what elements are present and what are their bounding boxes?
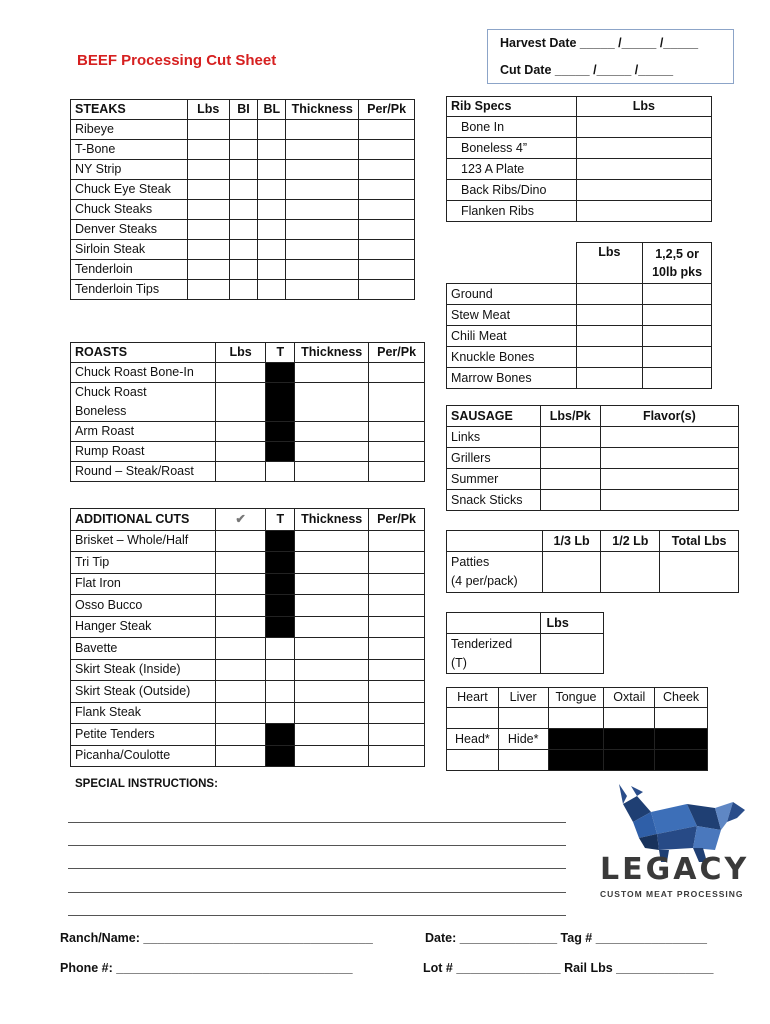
- cell[interactable]: [187, 140, 229, 160]
- cell[interactable]: [295, 595, 369, 617]
- row-label: T-Bone: [71, 140, 188, 160]
- cell[interactable]: [359, 140, 415, 160]
- cell[interactable]: [215, 422, 266, 442]
- row-label: Flanken Ribs: [447, 201, 577, 222]
- blocked-cell: [266, 724, 295, 746]
- cell[interactable]: [643, 347, 712, 368]
- row-label: [71, 383, 216, 422]
- col-half-lb: 1/2 Lb: [601, 531, 660, 552]
- cell[interactable]: [187, 280, 229, 300]
- heart-label: Heart: [447, 688, 499, 708]
- oxtail-label: Oxtail: [604, 688, 655, 708]
- cell[interactable]: [295, 442, 369, 462]
- row-label: Chuck Steaks: [71, 200, 188, 220]
- blocked-cell: [604, 729, 655, 750]
- cell[interactable]: [295, 462, 369, 482]
- cell[interactable]: [258, 240, 286, 260]
- cell[interactable]: [295, 724, 369, 746]
- col-third-lb: 1/3 Lb: [542, 531, 601, 552]
- row-label: Links: [447, 427, 541, 448]
- cell[interactable]: [229, 260, 258, 280]
- cell[interactable]: [369, 552, 425, 574]
- cell[interactable]: [286, 280, 359, 300]
- logo-name: LEGACY: [600, 852, 750, 887]
- cell[interactable]: [215, 530, 266, 552]
- cell[interactable]: [286, 140, 359, 160]
- cell[interactable]: [643, 305, 712, 326]
- tenderized-table: [446, 612, 604, 674]
- cell[interactable]: [295, 383, 369, 422]
- cut-date[interactable]: Cut Date _____ /_____ /_____: [500, 63, 674, 77]
- cell[interactable]: [369, 363, 425, 383]
- cell[interactable]: [540, 469, 600, 490]
- row-label: Picanha/Coulotte: [71, 745, 216, 767]
- cell[interactable]: [215, 462, 266, 482]
- cell[interactable]: [600, 427, 738, 448]
- col-lbs: Lbs: [215, 343, 266, 363]
- cell[interactable]: [215, 595, 266, 617]
- row-label: Grillers: [447, 448, 541, 469]
- col-pks: [643, 243, 712, 284]
- blocked-cell: [548, 729, 604, 750]
- col-lbs-pk: Lbs/Pk: [540, 406, 600, 427]
- cell[interactable]: [369, 745, 425, 767]
- cell[interactable]: [369, 573, 425, 595]
- col-thickness: Thickness: [286, 100, 359, 120]
- cell[interactable]: [286, 160, 359, 180]
- cell[interactable]: [359, 240, 415, 260]
- cell[interactable]: [369, 383, 425, 422]
- special-instructions-label: SPECIAL INSTRUCTIONS:: [75, 778, 218, 790]
- row-label: Boneless 4”: [447, 138, 577, 159]
- row-label: Flat Iron: [71, 573, 216, 595]
- blocked-cell: [266, 552, 295, 574]
- cell[interactable]: [187, 220, 229, 240]
- cell[interactable]: [295, 573, 369, 595]
- steaks-header: STEAKS: [71, 100, 188, 120]
- col-total-lbs: Total Lbs: [660, 531, 739, 552]
- cell[interactable]: [600, 469, 738, 490]
- row-label: Knuckle Bones: [447, 347, 577, 368]
- cell[interactable]: [229, 200, 258, 220]
- cell[interactable]: [295, 745, 369, 767]
- cell[interactable]: [369, 724, 425, 746]
- cell[interactable]: [258, 120, 286, 140]
- cell[interactable]: [187, 120, 229, 140]
- cell[interactable]: [187, 160, 229, 180]
- row-label: Chuck Roast Bone-In: [71, 363, 216, 383]
- row-label: Denver Steaks: [71, 220, 188, 240]
- cell[interactable]: [266, 659, 295, 681]
- row-label: Osso Bucco: [71, 595, 216, 617]
- col-lbs: Lbs: [187, 100, 229, 120]
- row-label: Skirt Steak (Outside): [71, 681, 216, 703]
- sausage-table: [446, 405, 739, 511]
- cell[interactable]: [369, 595, 425, 617]
- blank-corner: [447, 531, 543, 552]
- blocked-cell: [548, 750, 604, 771]
- steaks-table: [70, 99, 415, 300]
- row-label: Skirt Steak (Inside): [71, 659, 216, 681]
- cell[interactable]: [359, 180, 415, 200]
- row-label: 123 A Plate: [447, 159, 577, 180]
- row-label-line1: Chuck Roast: [75, 385, 147, 399]
- cell[interactable]: [447, 750, 499, 771]
- row-label: Tri Tip: [71, 552, 216, 574]
- cell[interactable]: [295, 681, 369, 703]
- col-bi: BI: [229, 100, 258, 120]
- cell[interactable]: [369, 462, 425, 482]
- row-label: Sirloin Steak: [71, 240, 188, 260]
- cell[interactable]: [258, 260, 286, 280]
- cell[interactable]: [215, 745, 266, 767]
- cell[interactable]: [295, 363, 369, 383]
- blocked-cell: [266, 530, 295, 552]
- cell[interactable]: [229, 160, 258, 180]
- col-t: T: [266, 343, 295, 363]
- cell[interactable]: [540, 448, 600, 469]
- cell[interactable]: [660, 552, 739, 593]
- cell[interactable]: [359, 160, 415, 180]
- head-label: Head*: [447, 729, 499, 750]
- cell[interactable]: [229, 180, 258, 200]
- cell[interactable]: [258, 200, 286, 220]
- row-label: Brisket – Whole/Half: [71, 530, 216, 552]
- cell[interactable]: [600, 490, 738, 511]
- col-bl: BL: [258, 100, 286, 120]
- offal-table: [446, 687, 708, 771]
- blocked-cell: [655, 729, 708, 750]
- cell[interactable]: [369, 702, 425, 724]
- logo-subtitle: CUSTOM MEAT PROCESSING: [600, 889, 744, 899]
- row-label: Petite Tenders: [71, 724, 216, 746]
- cell[interactable]: [576, 117, 711, 138]
- row-label: Chili Meat: [447, 326, 577, 347]
- blank-corner: [447, 243, 577, 284]
- cell[interactable]: [655, 708, 708, 729]
- cell[interactable]: [295, 616, 369, 638]
- liver-label: Liver: [498, 688, 548, 708]
- cell[interactable]: [258, 220, 286, 240]
- col-thickness: Thickness: [295, 343, 369, 363]
- row-label: Ribeye: [71, 120, 188, 140]
- cell[interactable]: [643, 368, 712, 389]
- patties-label: Patties: [451, 555, 490, 569]
- cell[interactable]: [295, 638, 369, 660]
- cell[interactable]: [229, 220, 258, 240]
- cell[interactable]: [266, 638, 295, 660]
- cell[interactable]: [447, 708, 499, 729]
- cell[interactable]: [266, 462, 295, 482]
- instruction-line[interactable]: [68, 868, 566, 869]
- rib-specs-table: [446, 96, 712, 222]
- date-tag-field[interactable]: Date: ______________ Tag # ________________: [425, 931, 707, 945]
- cell[interactable]: [600, 448, 738, 469]
- col-perpk: Per/Pk: [369, 509, 425, 531]
- instruction-line[interactable]: [68, 915, 566, 916]
- hide-label: Hide*: [498, 729, 548, 750]
- col-pks-line2: 10lb pks: [652, 265, 703, 279]
- cell[interactable]: [576, 305, 643, 326]
- harvest-date[interactable]: Harvest Date _____ /_____ /_____: [500, 36, 699, 50]
- patties-table: [446, 530, 739, 593]
- instruction-line[interactable]: [68, 822, 566, 823]
- cell[interactable]: [369, 616, 425, 638]
- row-label: Rump Roast: [71, 442, 216, 462]
- row-label-line2: Boneless: [75, 404, 127, 418]
- cell[interactable]: [229, 280, 258, 300]
- cell[interactable]: [258, 160, 286, 180]
- phone-field[interactable]: Phone #: __________________________________: [60, 961, 353, 975]
- cell[interactable]: [576, 138, 711, 159]
- cell[interactable]: [215, 638, 266, 660]
- cell[interactable]: [286, 240, 359, 260]
- blocked-cell: [266, 745, 295, 767]
- row-label: Tenderloin Tips: [71, 280, 188, 300]
- col-lbs: Lbs: [576, 243, 643, 284]
- blocked-cell: [266, 383, 295, 422]
- cell[interactable]: [258, 140, 286, 160]
- blocked-cell: [655, 750, 708, 771]
- blocked-cell: [266, 573, 295, 595]
- cell[interactable]: [604, 708, 655, 729]
- row-label: [447, 552, 543, 593]
- rib-header: Rib Specs: [447, 97, 577, 117]
- col-perpk: Per/Pk: [369, 343, 425, 363]
- cell[interactable]: [187, 200, 229, 220]
- additional-cuts-table: [70, 508, 425, 767]
- row-label: Tenderloin: [71, 260, 188, 280]
- cell[interactable]: [369, 442, 425, 462]
- cell[interactable]: [576, 180, 711, 201]
- sausage-header: SAUSAGE: [447, 406, 541, 427]
- cell[interactable]: [540, 634, 603, 674]
- tongue-label: Tongue: [548, 688, 604, 708]
- cell[interactable]: [215, 383, 266, 422]
- cell[interactable]: [266, 681, 295, 703]
- blank-corner: [447, 613, 541, 634]
- tenderized-sublabel: (T): [451, 655, 467, 670]
- cell[interactable]: [359, 280, 415, 300]
- cell[interactable]: [215, 552, 266, 574]
- cell[interactable]: [576, 159, 711, 180]
- cell[interactable]: [215, 363, 266, 383]
- row-label: Round – Steak/Roast: [71, 462, 216, 482]
- cell[interactable]: [548, 708, 604, 729]
- row-label: Hanger Steak: [71, 616, 216, 638]
- cell[interactable]: [498, 750, 548, 771]
- cell[interactable]: [643, 284, 712, 305]
- cell[interactable]: [215, 659, 266, 681]
- cheek-label: Cheek: [655, 688, 708, 708]
- cell[interactable]: [258, 180, 286, 200]
- row-label: Ground: [447, 284, 577, 305]
- blocked-cell: [266, 363, 295, 383]
- cell[interactable]: [258, 280, 286, 300]
- col-pks-line1: 1,2,5 or: [655, 247, 699, 261]
- cell[interactable]: [215, 442, 266, 462]
- cell[interactable]: [295, 552, 369, 574]
- row-label: NY Strip: [71, 160, 188, 180]
- instruction-line[interactable]: [68, 845, 566, 846]
- cell[interactable]: [229, 240, 258, 260]
- cell[interactable]: [286, 180, 359, 200]
- cell[interactable]: [576, 368, 643, 389]
- page-title: BEEF Processing Cut Sheet: [77, 52, 277, 69]
- ground-table: [446, 242, 712, 389]
- row-label: Flank Steak: [71, 702, 216, 724]
- cell[interactable]: [295, 422, 369, 442]
- check-icon: ✔: [215, 509, 266, 531]
- row-label: Summer: [447, 469, 541, 490]
- cell[interactable]: [359, 200, 415, 220]
- row-label: [447, 634, 541, 674]
- cell[interactable]: [601, 552, 660, 593]
- ranch-name-field[interactable]: Ranch/Name: _________________________________: [60, 931, 373, 945]
- cell[interactable]: [229, 140, 258, 160]
- row-label: Bone In: [447, 117, 577, 138]
- cell[interactable]: [295, 659, 369, 681]
- cell[interactable]: [498, 708, 548, 729]
- cell[interactable]: [369, 659, 425, 681]
- cell[interactable]: [643, 326, 712, 347]
- cell[interactable]: [295, 530, 369, 552]
- cell[interactable]: [215, 573, 266, 595]
- roasts-header: ROASTS: [71, 343, 216, 363]
- blocked-cell: [604, 750, 655, 771]
- col-flavors: Flavor(s): [600, 406, 738, 427]
- cell[interactable]: [215, 616, 266, 638]
- cell[interactable]: [542, 552, 601, 593]
- patties-sublabel: (4 per/pack): [451, 574, 518, 588]
- cell[interactable]: [229, 120, 258, 140]
- cell[interactable]: [576, 326, 643, 347]
- cell[interactable]: [215, 681, 266, 703]
- cell[interactable]: [286, 200, 359, 220]
- cell[interactable]: [369, 681, 425, 703]
- cell[interactable]: [540, 427, 600, 448]
- cell[interactable]: [286, 120, 359, 140]
- row-label: Arm Roast: [71, 422, 216, 442]
- roasts-table: [70, 342, 425, 482]
- col-lbs: Lbs: [576, 97, 711, 117]
- row-label: Stew Meat: [447, 305, 577, 326]
- row-label: Chuck Eye Steak: [71, 180, 188, 200]
- cell[interactable]: [369, 422, 425, 442]
- cell[interactable]: [187, 240, 229, 260]
- col-lbs: Lbs: [540, 613, 603, 634]
- blocked-cell: [266, 595, 295, 617]
- cell[interactable]: [359, 220, 415, 240]
- col-thickness: Thickness: [295, 509, 369, 531]
- cell[interactable]: [266, 702, 295, 724]
- additional-header: ADDITIONAL CUTS: [71, 509, 216, 531]
- cell[interactable]: [359, 260, 415, 280]
- cell[interactable]: [576, 201, 711, 222]
- row-label: Bavette: [71, 638, 216, 660]
- row-label: Marrow Bones: [447, 368, 577, 389]
- col-perpk: Per/Pk: [359, 100, 415, 120]
- cell[interactable]: [187, 180, 229, 200]
- cell[interactable]: [369, 638, 425, 660]
- col-t: T: [266, 509, 295, 531]
- cell[interactable]: [187, 260, 229, 280]
- instruction-line[interactable]: [68, 892, 566, 893]
- date-box: [487, 29, 734, 84]
- cell[interactable]: [286, 260, 359, 280]
- blocked-cell: [266, 422, 295, 442]
- tenderized-label: Tenderized: [451, 636, 513, 651]
- cell[interactable]: [369, 530, 425, 552]
- row-label: Back Ribs/Dino: [447, 180, 577, 201]
- row-label: Snack Sticks: [447, 490, 541, 511]
- cell[interactable]: [215, 702, 266, 724]
- cell[interactable]: [359, 120, 415, 140]
- cell[interactable]: [576, 347, 643, 368]
- cell[interactable]: [576, 284, 643, 305]
- cell[interactable]: [286, 220, 359, 240]
- cell[interactable]: [215, 724, 266, 746]
- blocked-cell: [266, 442, 295, 462]
- cell[interactable]: [540, 490, 600, 511]
- lot-rail-field[interactable]: Lot # _______________ Rail Lbs ______________: [423, 961, 714, 975]
- blocked-cell: [266, 616, 295, 638]
- cell[interactable]: [295, 702, 369, 724]
